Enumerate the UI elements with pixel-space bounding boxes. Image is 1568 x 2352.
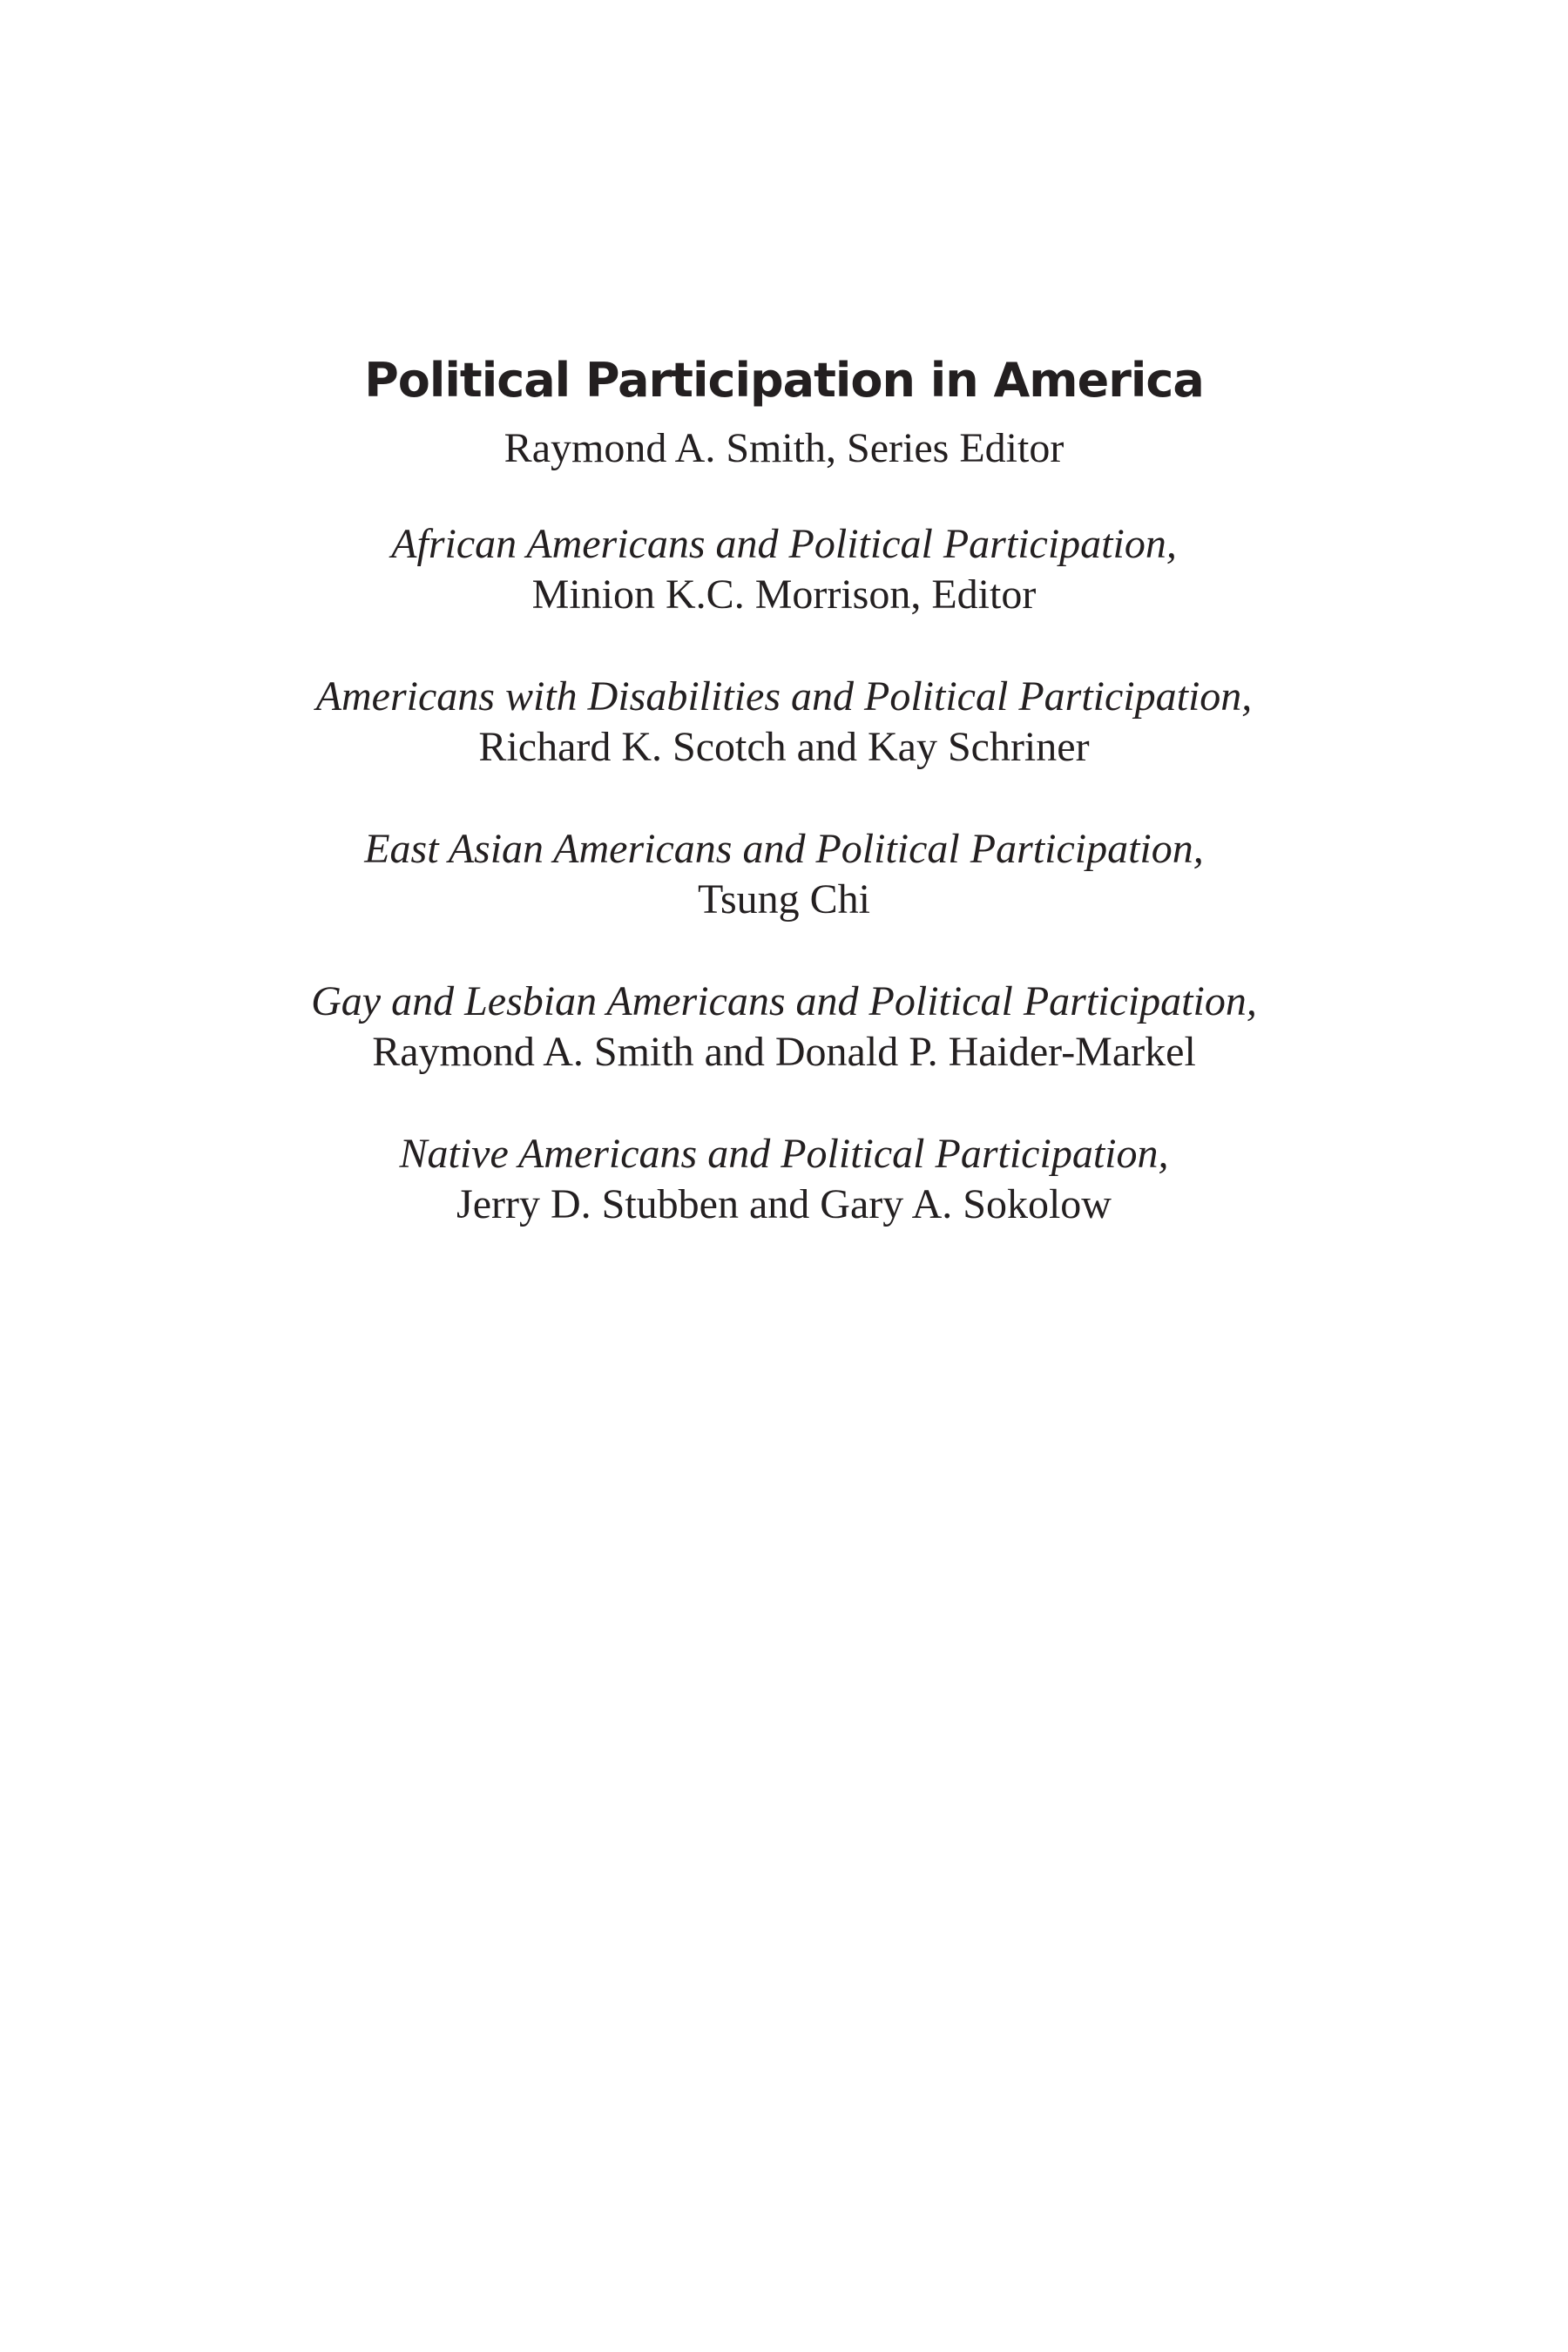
series-editor: Raymond A. Smith, Series Editor (504, 425, 1064, 471)
book-title: African Americans and Political Participation, (391, 521, 1177, 567)
book-authors: Richard K. Scotch and Kay Schriner (478, 724, 1090, 770)
book-entry (0, 519, 1568, 620)
book-entry (0, 1129, 1568, 1230)
book-authors: Tsung Chi (698, 876, 870, 923)
book-title: Americans with Disabilities and Political Participation, (315, 673, 1253, 720)
book-authors: Raymond A. Smith and Donald P. Haider-Markel (372, 1029, 1196, 1075)
book-entry (0, 977, 1568, 1078)
book-title: Gay and Lesbian Americans and Political Participation, (311, 978, 1257, 1024)
book-entry (0, 824, 1568, 925)
book-title: Native Americans and Political Participation, (399, 1131, 1169, 1177)
series-title: Political Participation in America (364, 353, 1204, 408)
book-title: East Asian Americans and Political Participation, (364, 826, 1204, 872)
book-entry (0, 672, 1568, 773)
book-authors: Minion K.C. Morrison, Editor (531, 571, 1037, 618)
book-authors: Jerry D. Stubben and Gary A. Sokolow (456, 1181, 1112, 1227)
